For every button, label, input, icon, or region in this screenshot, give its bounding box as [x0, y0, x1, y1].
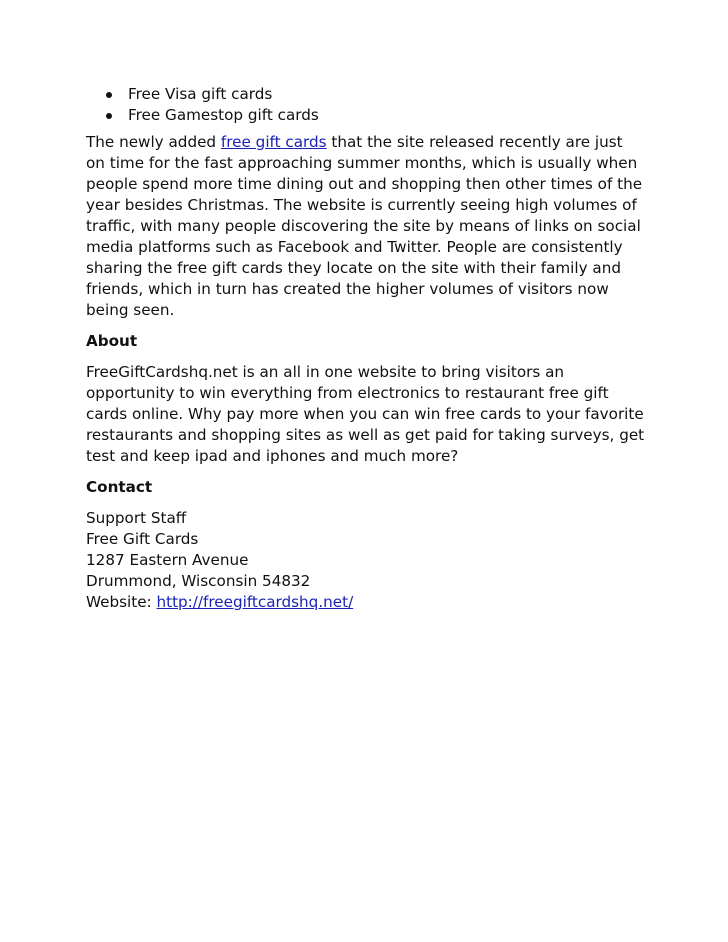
website-label: Website: [86, 593, 157, 611]
contact-line-company: Free Gift Cards [86, 530, 199, 548]
contact-block [86, 508, 646, 613]
list-item [86, 84, 646, 105]
about-heading: About [86, 332, 138, 350]
list-item-text: Free Visa gift cards [128, 85, 273, 103]
bullet-icon [106, 92, 112, 98]
intro-paragraph [86, 132, 646, 321]
contact-heading: Contact [86, 478, 153, 496]
website-link[interactable]: http://freegiftcardshq.net/ [156, 593, 354, 611]
free-gift-cards-link[interactable]: free gift cards [220, 133, 327, 151]
intro-text-rest: that the site released recently are just on time for the fast approaching summer months, which is usually when people spend more time dining out and shopping then other times of the year besides Christmas. The website is currently seeing high volumes of traffic, with many people discovering the site by means of links on social media platforms such as Facebook and Twitter. People are consistently sharing the free gift cards they locate on the site with their family and friends, which in turn has created the higher volumes of visitors now being seen. [86, 133, 643, 319]
gift-card-list [86, 84, 646, 126]
contact-line-city: Drummond, Wisconsin 54832 [86, 572, 311, 590]
about-paragraph: FreeGiftCardshq.net is an all in one website to bring visitors an opportunity to win everything from electronics to restaurant free gift cards online. Why pay more when you can win free cards to your favorite restaurants and shopping sites as well as get paid for taking surveys, get test and keep ipad and iphones and much more? [86, 363, 645, 465]
list-item-text: Free Gamestop gift cards [128, 106, 319, 124]
bullet-icon [106, 113, 112, 119]
contact-website-line [86, 592, 646, 613]
document-page [86, 84, 646, 623]
contact-line-name: Support Staff [86, 509, 187, 527]
intro-text-start: The newly added [86, 133, 221, 151]
list-item [86, 105, 646, 126]
contact-line-street: 1287 Eastern Avenue [86, 551, 249, 569]
